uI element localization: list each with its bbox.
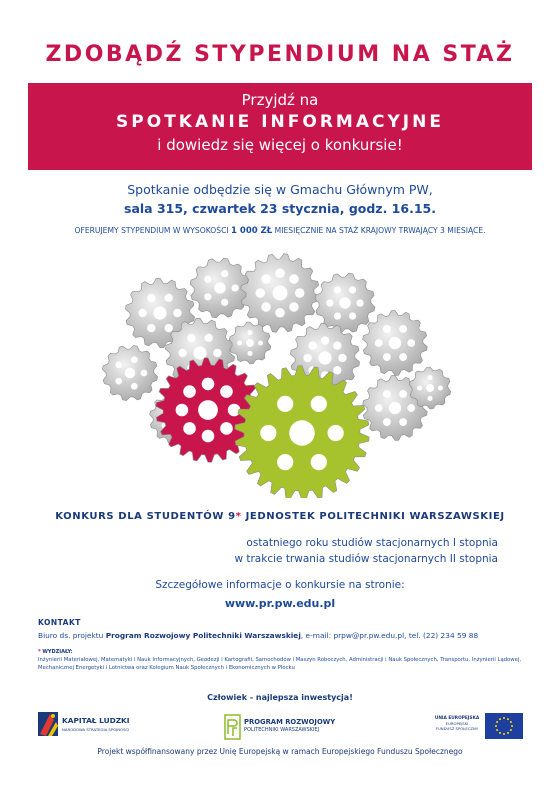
- prpw-emblem-icon: [224, 714, 241, 740]
- gears-brain-illustration: [90, 248, 470, 498]
- faculties-heading-text: WYDZIAŁY:: [42, 649, 73, 655]
- faculties-list: Inżynierii Materiałowej, Matematyki i Nauk Informacyjnych, Geodezji i Kartografii, Samochodów i Maszyn Roboczych, Administracji i Nauk Społecznych, Transportu, Inżynierii Lądowej, Mechanicznej Energetyki i Lotnictwa oraz Kolegium Nauk Społecznych i Ekonomicznych w Płocku: [38, 657, 522, 671]
- contact-line: [38, 631, 478, 640]
- eu-star-icon: [496, 729, 498, 731]
- eu-star-icon: [503, 733, 505, 735]
- meeting-location: Spotkanie odbędzie się w Gmachu Głównym PW,: [127, 182, 433, 197]
- meeting-details: [0, 180, 560, 218]
- eu-star-icon: [503, 717, 505, 719]
- eu-star-icon: [499, 732, 501, 734]
- prpw-name: PROGRAM ROZWOJOWY: [244, 718, 336, 726]
- eu-star-icon: [495, 725, 497, 727]
- offer-amount: 1 000 ZŁ: [231, 226, 273, 236]
- offer-text-before: OFERUJEMY STYPENDIUM W WYSOKOŚCI: [74, 226, 229, 235]
- motto: Człowiek - najlepsza inwestycja!: [207, 693, 353, 702]
- banner-line-3: i dowiedz się więcej o konkursie!: [157, 136, 403, 154]
- eu-logo: [432, 711, 524, 743]
- contact-email-phone[interactable]: , e-mail: prpw@pr.pw.edu.pl, tel. (22) 234 59 88: [300, 631, 479, 640]
- kapital-ludzki-logo: [36, 710, 166, 742]
- eu-flag-icon: [485, 713, 523, 739]
- eu-star-icon: [507, 718, 509, 720]
- kapital-ludzki-subtitle: NARODOWA STRATEGIA SPÓJNOŚCI: [62, 727, 130, 732]
- eu-star-icon: [510, 729, 512, 731]
- stipend-offer: [0, 226, 560, 236]
- eu-star-icon: [507, 732, 509, 734]
- cofinancing-footer: Projekt współfinansowany przez Unię Europejską w ramach Europejskiego Funduszu Społecznego: [97, 747, 463, 756]
- eligible-students: [234, 535, 498, 567]
- kapital-ludzki-name: KAPITAŁ LUDZKI: [62, 716, 130, 725]
- prpw-subtitle: POLITECHNIKI WARSZAWSKIEJ: [244, 727, 320, 733]
- banner-line-1: Przyjdź na: [241, 91, 319, 109]
- gear-grey-3: [241, 254, 320, 333]
- banner-line-2: SPOTKANIE INFORMACYJNE: [116, 112, 444, 132]
- studies-line-2: w trakcie trwania studiów stacjonarnych II stopnia: [234, 553, 498, 565]
- prpw-logo: [224, 714, 364, 742]
- gear-grey-11: [229, 322, 270, 364]
- eu-name: UNIA EUROPEJSKA: [434, 716, 480, 721]
- contact-heading: KONTAKT: [38, 618, 81, 627]
- details-info-text: Szczegółowe informacje o konkursie na stronie:: [155, 579, 405, 591]
- faculties-asterisk: *: [38, 649, 41, 655]
- kapital-ludzki-emblem-icon: [36, 710, 60, 740]
- eu-star-icon: [499, 718, 501, 720]
- eu-star-icon: [511, 725, 513, 727]
- info-meeting-banner: [28, 83, 532, 170]
- faculties-heading: [38, 649, 73, 655]
- contest-asterisk: *: [235, 511, 242, 522]
- contact-prefix: Biuro ds. projektu: [38, 631, 104, 640]
- contest-heading: [0, 511, 560, 522]
- eu-text: [432, 716, 482, 731]
- contest-text-after: JEDNOSTEK POLITECHNIKI WARSZAWSKIEJ: [245, 511, 505, 522]
- main-title: ZDOBĄDŹ STYPENDIUM NA STAŻ: [45, 42, 515, 67]
- contact-program-name: Program Rozwojowy Politechniki Warszawskiej: [105, 631, 301, 640]
- website-link[interactable]: www.pr.pw.edu.pl: [224, 597, 336, 610]
- contest-text-before: KONKURS DLA STUDENTÓW 9: [55, 511, 236, 522]
- eu-fund-line-2: FUNDUSZ SPOŁECZNY: [435, 726, 479, 731]
- eu-fund-line-1: EUROPEJSKI: [445, 721, 469, 726]
- meeting-time: sala 315, czwartek 23 stycznia, godz. 16.15.: [124, 201, 436, 216]
- offer-text-after: MIESIĘCZNIE NA STAŻ KRAJOWY TRWAJĄCY 3 MIESIĄCE.: [274, 226, 486, 235]
- eu-star-icon: [510, 721, 512, 723]
- studies-line-1: ostatniego roku studiów stacjonarnych I stopnia: [246, 537, 498, 549]
- gear-green: [235, 366, 369, 498]
- gear-grey-5: [363, 311, 428, 376]
- eu-star-icon: [496, 721, 498, 723]
- gear-grey-6: [102, 345, 157, 400]
